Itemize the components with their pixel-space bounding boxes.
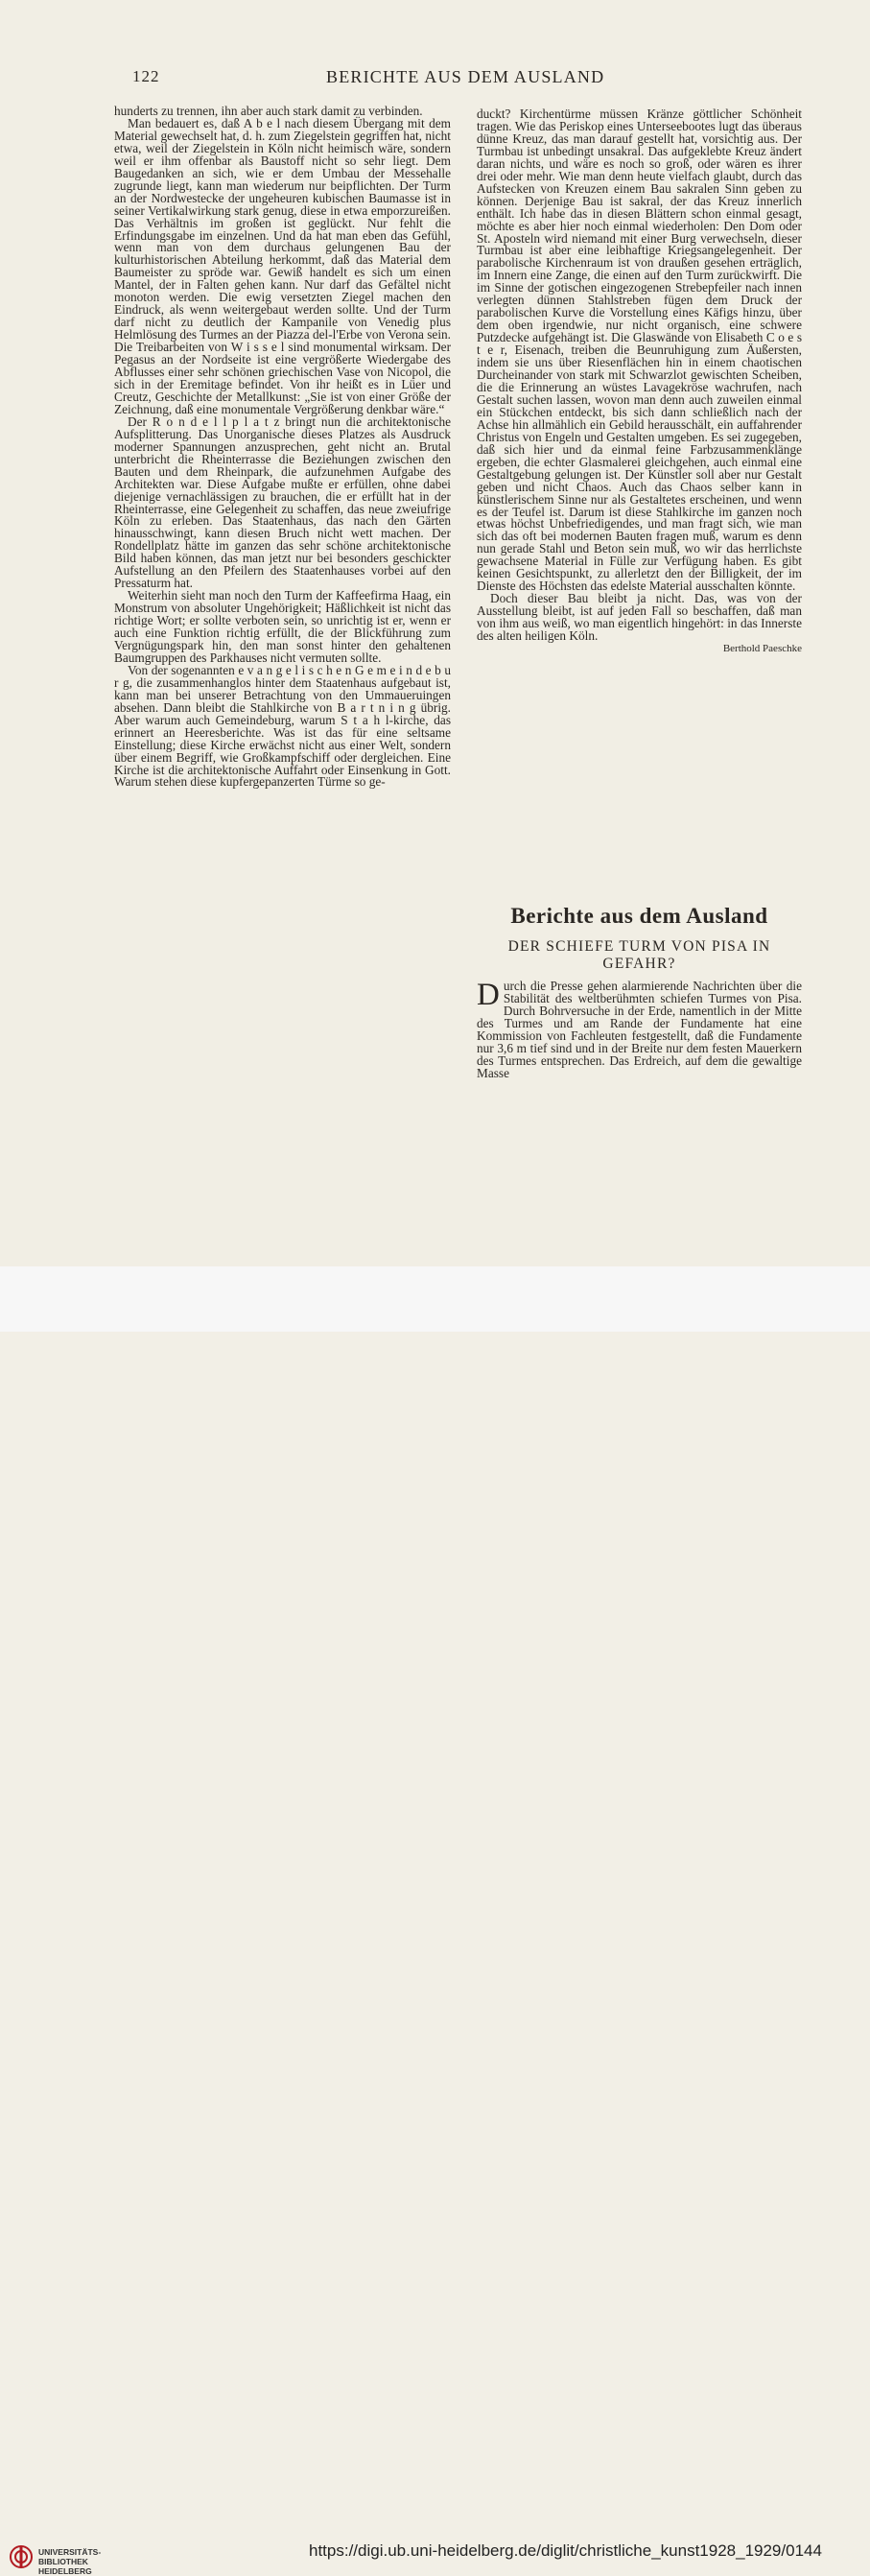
article-text: urch die Presse gehen alarmierende Nachrichten über die Stabilität des weltberühmten schiefen Turmes von Pisa. Durch Bohrversuche in der Erde, namentlich in der Mitte des Turmes und am Rande der Fundamente hat eine Kommission von Fachleuten festgestellt, daß die Fundamente nur 3,6 m tief sind und in der Breite nur dem festen Mauerkern des Turmes entsprechen. Das Erdreich, auf dem die gewaltige Masse [477, 979, 802, 1080]
paragraph: duckt? Kirchentürme müssen Kränze göttlicher Schönheit tragen. Wie das Periskop eines Unterseebootes lugt das überaus dünne Kreuz, das man darauf gestellt hat, vorsichtig aus. Der Turmbau ist unbedingt unsakral. Das aufgeklebte Kreuz ändert daran nichts, und wäre es noch so groß, oder wären es ihrer drei oder mehr. Wie man denn heute vielfach glaubt, durch das Aufstecken von Kreuzen einem Bau sakralen Sinn geben zu können. Derjenige Bau ist sakral, der das Kreuz innerlich enthält. Ich habe das in diesen Blättern schon einmal gesagt, möchte es aber hier noch einmal wiederholen: Den Dom oder St. Aposteln wird niemand mit einer Burg verwechseln, dieser Turmbau ist aber eine leibhaftige Kriegsangelegenheit. Der parabolische Kirchenraum ist von draußen gesehen erträglich, im Innern eine Zange, die einen auf den Turm zurückwirft. Die im Sinne der gotischen eingezogenen Strebepfeiler nach innen verlegten dünnen Stahlstreben fügen dem Druck der parabolischen Kurve die Vorstellung eines Käfigs hinzu, über dem oben irgendwie, nur nicht organisch, eine schwere Putzdecke aufgehängt ist. Die Glaswände von Elisabeth C o e s t e r, Eisenach, treiben die Beunruhigung zum Äußersten, indem sie uns über Riesenflächen hin in einem chaotischen Durcheinander von stark mit Schwarzlot gewischten Scheiben, die die Erinnerung an wüstes Lavagekröse wachrufen, nach Gestalt suchen lassen, wovon man denn auch zuweilen einmal ein Stückchen entdeckt, bis sich dann schließlich nach der Achse hin allmählich ein Gebild herausschält, ein auffahrender Christus von Engeln und Gestalten umgeben. Es sei zugegeben, daß sich hier und da einmal feine Farbzusammenklänge ergeben, die echter Glasmalerei gleichgehen, auch einmal eine Gestaltgebung gelungen ist. Der Künstler soll aber nur Gestalt geben und nicht Chaos. Auch das Chaos selber kann in künstlerischem Sinne nur als Gestaltetes erscheinen, und wenn es der Teufel ist. Darum ist diese Stahlkirche im ganzen noch etwas höchst Unbefriedigendes, und man fragt sich, wie man sich das oft bei modernen Bauten fragen muß, warum es denn nun gerade Stahl und Beton sein muß, wo wir das herrlichste gewachsene Material in Fülle zur Verfügung haben. Es gibt keinen Gesichtspunkt, zu allerletzt den der Billigkeit, der im Dienste des Höchsten das edelste Material ausschalten könnte. [477, 106, 802, 594]
author-signature: Berthold Paeschke [722, 642, 802, 654]
article-body [477, 978, 802, 1080]
paragraph: Der R o n d e l l p l a t z bringt nun die architektonische Aufsplitterung. Das Unorganische dieses Platzes als Ausdruck moderner Spannungen anzusprechen, geht nicht an. Brutal unterbricht die Rheinterrasse die Beziehungen zwischen den Bauten und dem Rheinpark, die aufzunehmen Aufgabe des Architekten war. Diese Aufgabe mußte er erfüllen, ohne dabei diejenige vernachlässigen zu brauchen, die er erfüllt hat in der Rheinterrasse, eine Gelegenheit zu schaffen, das neue zweiufrige Köln zu erleben. Das Staatenhaus, das nach den Gärten hinausschwingt, kann diesen Bruch nicht wett machen. Der Rondellplatz hätte im ganzen das sehr schöne architektonische Bild haben können, das man jetzt nur bei besonders geschickter Aufstellung an den Pfeilern des Staatenhauses vorbei auf den Pressaturm hat. [114, 414, 451, 591]
page-number: 122 [132, 67, 160, 85]
right-column-top [477, 108, 802, 655]
paragraph: hunderts zu trennen, ihn aber auch stark damit zu verbinden. [114, 104, 423, 118]
paragraph: Doch dieser Bau bleibt ja nicht. Das, was von der Ausstellung bleibt, ist auf jeden Fall so beschaffen, daß man von ihm aus weiß, wo man eigentlich hingehört: in das Innerste des alten heiligen Köln. [477, 591, 802, 644]
running-header: BERICHTE AUS DEM AUSLAND [326, 67, 605, 86]
drop-cap: D [477, 978, 500, 1012]
section-heading: Berichte aus dem Ausland [510, 904, 768, 928]
paragraph: Man bedauert es, daß A b e l nach diesem Übergang mit dem Material gewechselt hat, d. h. zum Ziegelstein gegriffen hat, nicht etwa, weil der Ziegelstein in Köln nicht heimisch wäre, sondern weil er ihm offenbar als Baustoff nicht so sehr liegt. Dem Baugedanken an sich, wie er dem Umbau der Messehalle zugrunde liegt, kann man wiederum nur beipflichten. Der Turm an der Nordwestecke der ungeheuren kubischen Baumasse ist in seiner Vertikalwirkung stark genug, diese in etwa emporzureißen. Das Verhältnis im großen ist geglückt. Nur fehlt die Erfindungsgabe im einzelnen. Und da hat man eben das Gefühl, wenn man von dem durchaus gelungenen Bau der kulturhistorischen Abteilung herkommt, daß das Material dem Baumeister zu spröde war. Gewiß handelt es sich um einen Mantel, der in Falten gehen kann. Nur darf das Gefältel nicht monoton werden. Die ewig versetzten Ziegel machen den Eindruck, als wenn weitergebaut werden sollte. Und der Turm darf nicht zu deutlich der Kampanile von Venedig plus Helmlösung des Turmes an der Piazza del-l'Erbe von Verona sein. Die Treibarbeiten von W i s s e l sind monumental wirksam. Der Pegasus an der Nordseite ist eine vergrößerte Wiedergabe des Abflusses einer sehr schönen griechischen Vase von Nicopol, die sich in der Eremitage befindet. Von ihr heißt es in Lüer und Creutz, Geschichte der Metallkunst: „Sie ist von einer Größe der Zeichnung, daß eine monumentale Vergrößerung denkbar wäre.“ [114, 115, 451, 416]
article-title: DER SCHIEFE TURM VON PISA IN GEFAHR? [507, 938, 771, 972]
paragraph: Von der sogenannten e v a n g e l i s c h e n G e m e i n d e b u r g, die zusammenhanglos hinter dem Staatenhaus aufgebaut ist, kann man bei unserer Betrachtung von den Ummaueruingen absehen. Dann bleibt die Stahlkirche von B a r t n i n g übrig. Aber warum auch Gemeindeburg, warum S t a h l-kirche, das erinnert an Heeresberichte. Was ist das für eine seltsame Einstellung; diese Kirche erwächst nicht aus einer Welt, sondern über einem Begriff, wie Großkampfschiff oder dergleichen. Eine Kirche ist die architektonische Auffahrt oder Einsenkung in Gott. Warum stehen diese kupfergepanzerten Türme so ge- [114, 662, 451, 790]
left-column [114, 106, 451, 789]
institution-name: UNIVERSITÄTS- BIBLIOTHEK HEIDELBERG [38, 2547, 102, 2576]
paragraph: Weiterhin sieht man noch den Turm der Kaffeefirma Haag, ein Monstrum von absoluter Ungehörigkeit; Häßlichkeit ist nicht das richtige Wort; er sollte verboten sein, so unrichtig ist er, wenn er auch eine Funktion richtig erfüllt, die der Blickführung zum Vergnügungspark hin, den man sonst hinter den gehaltenen Baumgruppen des Parkhauses nicht vermuten sollte. [114, 588, 451, 665]
university-seal-icon [10, 2545, 33, 2568]
scanned-page [0, 0, 870, 1266]
permalink-url[interactable]: https://digi.ub.uni-heidelberg.de/diglit/christliche_kunst1928_1929/0144 [309, 2541, 822, 2560]
footer-bar [0, 1266, 870, 2576]
